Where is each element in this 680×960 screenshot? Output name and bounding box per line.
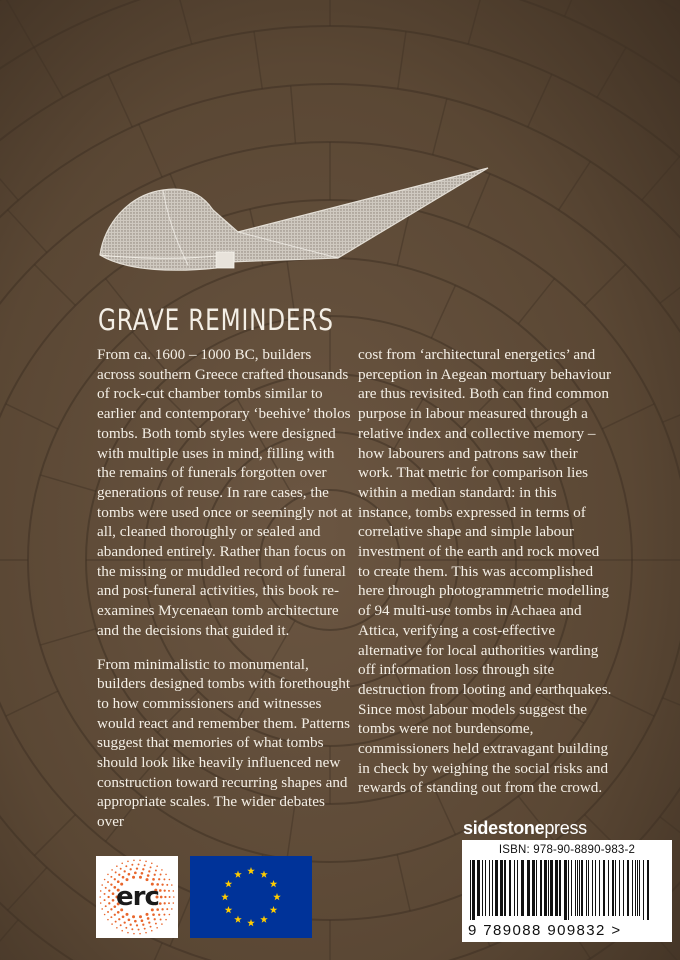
- isbn-barcode-box: [462, 840, 672, 942]
- blurb-paragraph: cost from ‘architectural energetics’ and perception in Aegean mortuary behaviour are thus revisited. Both can find common purpose in labour measured through a relative index and collective memory – how labourers and patrons saw their work. That metric for comparison lies within a median standard: in this instance, tombs expressed in terms of correlative shape and simple labour investment of the earth and rock moved to create them. This was accomplished here through photogrammetric modelling of 94 multi-use tombs in Achaea and Attica, verifying a cost-effective alternative for local authorities warding off information loss through site destruction from looting and earthquakes. Since most labour models suggest the tombs were not burdensome, commissioners held extravagant building in check by weighing the social risks and rewards of standing out from the crowd.: [358, 346, 612, 797]
- book-title: GRAVE REMINDERS: [98, 303, 334, 337]
- erc-logo-text: erc: [116, 882, 159, 912]
- barcode: [466, 860, 668, 920]
- blurb-paragraph: From ca. 1600 – 1000 BC, builders across southern Greece crafted thousands of rock-cut chamber tombs similar to earlier and contemporary ‘beehive’ tholos tombs. Both tomb styles were designed with multiple uses in mind, filling with the remains of funerals forgotten over generations of reuse. In rare cases, the tombs were used once or seemingly not at all, cleaned thoroughly or sealed and abandoned entirely. Rather than focus on the missing or muddled record of funeral and post-funeral activities, this book re-examines Mycenaean tomb architecture and the decisions that guided it.: [97, 346, 353, 639]
- erc-logo: [96, 856, 178, 938]
- isbn-digits: 9 789088 909832 >: [468, 922, 622, 939]
- publisher-logo: [463, 818, 587, 839]
- blurb-column-right: [358, 345, 614, 812]
- publisher-name-regular: press: [544, 818, 587, 838]
- isbn-label: ISBN: 978-90-8890-983-2: [498, 844, 636, 856]
- blurb-paragraph: From minimalistic to monumental, builders designed tombs with forethought to how commissioners and witnesses would react and remember them. Patterns suggest that memories of what tombs should look like heavily influenced new construction toward recurring shapes and appropriate scales. The wider debates over: [97, 655, 351, 831]
- tomb-model-illustration: [88, 140, 508, 290]
- publisher-name-bold: sidestone: [463, 818, 545, 838]
- eu-stars-icon: [190, 856, 312, 938]
- blurb-column-left: [97, 345, 353, 846]
- eu-flag-logo: [190, 856, 312, 938]
